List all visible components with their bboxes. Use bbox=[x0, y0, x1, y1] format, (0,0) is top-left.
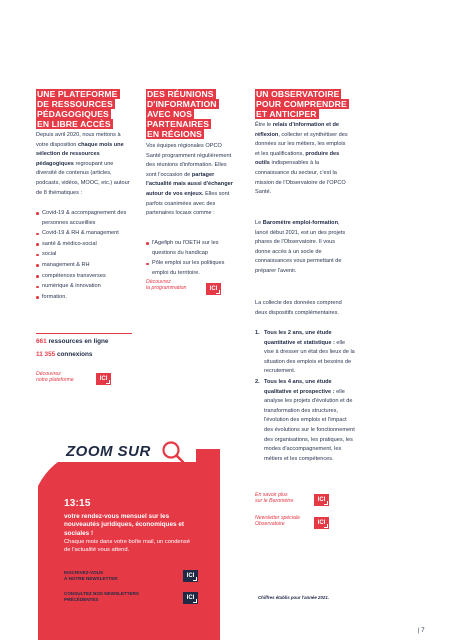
zoom-card bbox=[38, 441, 220, 640]
list-item: l'Agefiph ou l'OETH sur les questions du handicap bbox=[146, 239, 238, 258]
subscribe-ici-button[interactable]: ICI bbox=[183, 570, 198, 582]
barometre-ici-button[interactable]: ICI bbox=[314, 494, 329, 506]
col2-text: Vos équipes régionales OPCO Santé programment régulièrement des réunions d'information. Elles sont l'occasion de partager l'actualité mais aussi d'échanger autour de vos enjeux. Elles sont parfois coanimées avec des partenaires locaux comme : bbox=[146, 143, 233, 217]
zoom-title: ZOOM SUR bbox=[66, 443, 151, 460]
page-number: | 7 bbox=[418, 628, 425, 634]
observatoire-ici-button[interactable]: ICI bbox=[314, 517, 329, 529]
list-item: 1. Tous les 2 ans, une étude quantitative et statistique : elle vise à dresser un état des lieux de la situation des emplois et besoins de recrutement. bbox=[255, 330, 355, 375]
partners-list bbox=[146, 239, 238, 279]
themes-list bbox=[36, 209, 128, 303]
discover-platform-link[interactable]: Découvrez notre plateforme bbox=[36, 371, 74, 384]
list-item: formation. bbox=[36, 293, 128, 303]
list-item: santé & médico-social bbox=[36, 240, 128, 250]
zoom-time: 13:15 bbox=[64, 498, 91, 509]
list-item: Covid-19 & RH & management bbox=[36, 229, 128, 239]
archives-ici-button[interactable]: ICI bbox=[183, 592, 198, 604]
list-item: 2. Tous les 4 ans, une étude qualitative et prospective : elle analyse les projets d'évolution et de transformation des structures, l'évolution des emplois et l'impact des évolutions sur le fonctionnement des organisations, les pratiques, les modes d'accompagnement, les métiers et les compétences. bbox=[255, 378, 355, 462]
zoom-headline: votre rendez-vous mensuel sur les nouveautés juridiques, économiques et sociales ! bbox=[64, 513, 185, 537]
col3-collecte: La collecte des données comprend deux dispositifs complémentaires. bbox=[255, 300, 342, 316]
stats-block bbox=[36, 333, 132, 359]
stat-resources: 661 ressources en ligne bbox=[36, 338, 109, 345]
previous-newsletters-link[interactable]: CONSULTEZ NOS NEWSLETTERS PRÉCÉDENTES bbox=[64, 591, 139, 602]
list-item: numérique & innovation bbox=[36, 282, 128, 292]
col3-barometre: Le Baromètre emploi-formation, lancé début 2021, est un des projets phares de l'Observatoire. Il vous donne accès à un socle de connaissances vous permettant de préparer l'avenir. bbox=[255, 220, 346, 274]
list-item: compétences transverses bbox=[36, 272, 128, 282]
magnifier-icon bbox=[160, 439, 186, 465]
stat-connections: 11 355 connexions bbox=[36, 351, 93, 358]
list-item: Covid-19 & accompagnement des personnes accueillies bbox=[36, 209, 128, 228]
col1-intro: Depuis avril 2020, nous mettons à votre disposition chaque mois une sélection de ressources pédagogiques regroupant une diversité de contenus (articles, podcasts, vidéos, MOOC, etc.) autour de 8 thématiques : bbox=[36, 132, 130, 196]
observatoire-newsletter-link[interactable]: Newsletter spéciale Observatoire bbox=[255, 515, 300, 528]
col3-intro: Être le relais d'information et de réflexion, collecter et synthétiser des données sur les métiers, les emplois et les qualifications, produire des outils indispensables à la connaissance du secteur, c'est la mission de l'Observatoire de l'OPCO Santé. bbox=[255, 122, 348, 196]
platform-ici-button[interactable]: ICI bbox=[96, 373, 111, 385]
list-item: Pôle emploi sur les politiques emploi du territoire. bbox=[146, 259, 238, 278]
studies-list bbox=[255, 329, 355, 465]
subscribe-newsletter-link[interactable]: INSCRIVEZ-VOUS À NOTRE NEWSLETTER bbox=[64, 570, 118, 581]
footnote: Chiffres établis pour l'année 2021. bbox=[258, 595, 329, 600]
col2-heading: DES RÉUNIONS D'INFORMATION AVEC NOS PARTENAIRES EN RÉGIONS bbox=[147, 89, 217, 139]
barometre-link[interactable]: En savoir plus sur le Baromètre bbox=[255, 492, 294, 505]
list-item: social bbox=[36, 250, 128, 260]
discover-programme-link[interactable]: Découvrez la programmation bbox=[146, 279, 187, 292]
list-item: management & RH bbox=[36, 261, 128, 271]
col3-heading: UN OBSERVATOIRE POUR COMPRENDRE ET ANTICIPER bbox=[256, 89, 347, 119]
programme-ici-button[interactable]: ICI bbox=[206, 283, 221, 295]
col1-heading: UNE PLATEFORME DE RESSOURCES PÉDAGOGIQUES EN LIBRE ACCÈS bbox=[37, 89, 118, 129]
zoom-desc: Chaque mois dans votre boîte mail, un condensé de l'actualité vous attend. bbox=[64, 539, 190, 553]
